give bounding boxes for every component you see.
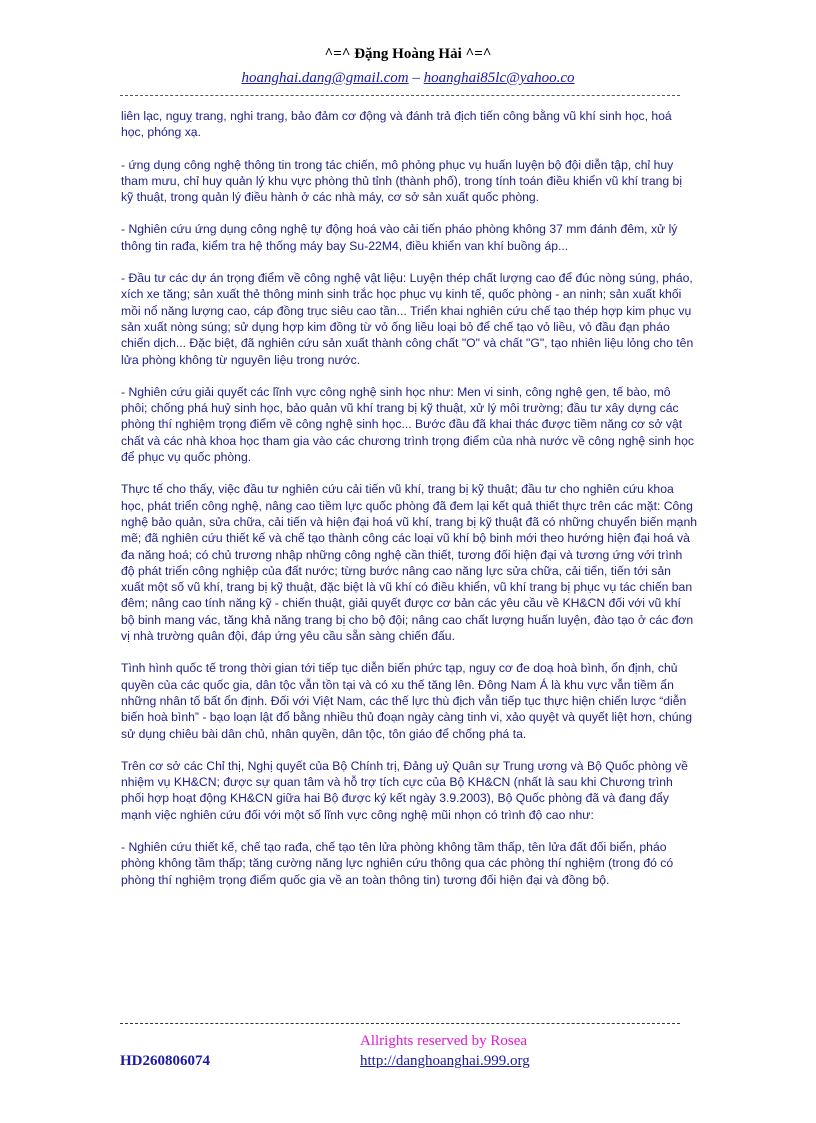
page-header-title: ^=^ Đặng Hoàng Hải ^=^ [324,46,492,62]
footer-website-link[interactable]: http://danghoanghai.999.org [360,1053,530,1069]
body-paragraph: liên lạc, nguỵ trang, nghi trang, bảo đảm cơ động và đánh trả địch tiến công bằng vũ khí sinh học, hoá học, phóng xạ. [121,109,672,140]
body-paragraph: Trên cơ sở các Chỉ thị, Nghị quyết của Bộ Chính trị, Đảng uỷ Quân sự Trung ương và Bộ Quốc phòng về nhiệm vụ KH&CN; được sự quan tâm và hỗ trợ tích cực của Bộ KH&CN (nhất là sau khi Chương trình phối hợp hoạt động KH&CN giữa hai Bộ được ký kết ngày 3.9.2003), Bộ Quốc phòng đã và đang đẩy mạnh việc nghiên cứu đối với một số lĩnh vực công nghệ mũi nhọn có trình độ cao như: [121,758,688,822]
header-divider [120,95,680,96]
header-contact-line [0,70,816,87]
body-paragraph: Thực tế cho thấy, việc đầu tư nghiên cứu cải tiến vũ khí, trang bị kỹ thuật; đầu tư cho nghiên cứu khoa học, phát triển công nghệ, nâng cao tiềm lực quốc phòng đã đem lại kết quả thiết thực trên các mặt: Công nghệ bảo quản, sửa chữa, cải tiến và hiện đại hoá vũ khí, trang bị kỹ thuật đã có những chuyển biến mạnh mẽ; đã nghiên cứu thiết kế và chế tạo thành công các loại vũ khí bộ binh mới theo hướng hiện đại hoá và đa năng hoá; có chủ trương nhập những công nghệ cần thiết, tương đối hiện đại và tương ứng với trình độ phát triển công nghiệp của đất nước; từng bước nâng cao năng lực sửa chữa, cải tiến, tiến tới sản xuất một số vũ khí, trang bị kỹ thuật, đặc biệt là vũ khí có điều khiển, vũ khí trang bị phục vụ tác chiến ban đêm; nâng cao tính năng kỹ - chiến thuật, giải quyết được cơ bản các yêu cầu về KH&CN đối với vũ khí bộ binh mang vác, tăng khả năng trang bị cho bộ đội; nâng cao chất lượng huấn luyện, đào tạo ở các đơn vị nhà trường quân đội, đáp ứng yêu cầu sẵn sàng chiến đấu. [121,482,698,644]
footer-copyright: Allrights reserved by Rosea [360,1033,528,1049]
body-paragraph: - Nghiên cứu giải quyết các lĩnh vực công nghệ sinh học như: Men vi sinh, công nghệ gen, tế bào, mô phôi; chống phá huỷ sinh học, bảo quản vũ khí trang bị kỹ thuật, xử lý môi trường; đầu tư xây dựng các phòng thí nghiệm trọng điểm về công nghệ sinh học... Bước đầu đã khai thác được tiềm năng cơ sở vật chất và các nhà khoa học tham gia vào các chương trình trọng điểm của nhà nước về công nghệ sinh học để phục vụ quốc phòng. [121,384,694,465]
email-link-gmail[interactable]: hoanghai.dang@gmail.com [241,70,409,86]
body-paragraph: - Đầu tư các dự án trọng điểm về công nghệ vật liệu: Luyện thép chất lượng cao để đúc nòng súng, pháo, xích xe tăng; sản xuất thẻ thông minh sinh trắc học phục vụ kinh tế, quốc phòng - an ninh; sản xuất khối mồi nổ năng lượng cao, cáp đồng trục siêu cao tần... Triển khai nghiên cứu chế tạo thép hợp kim phục vụ sản xuất nòng súng; sử dụng hợp kim đồng từ vỏ ống liều loại bỏ để chế tạo vỏ liều, vỏ đầu đạn pháo chiến dịch... Đặc biệt, đã nghiên cứu sản xuất thành công chất "O" và chất "G", tạo nhiên liệu lỏng cho tên lửa phòng không từ nguyên liệu trong nước. [121,271,694,367]
body-paragraph: Tình hình quốc tế trong thời gian tới tiếp tục diễn biến phức tạp, nguy cơ đe doạ hoà bình, ổn định, chủ quyền của các quốc gia, dân tộc vẫn tồn tại và có xu thế tăng lên. Đông Nam Á là khu vực vẫn tiềm ẩn những nhân tố bất ổn định. Đối với Việt Nam, các thế lực thù địch vẫn tiếp tục thực hiện chiến lược “diễn biến hoà bình” - bạo loạn lật đổ bằng nhiều thủ đoạn ngày càng tinh vi, xảo quyệt và quyết liệt hơn, chúng sử dụng chiêu bài dân chủ, nhân quyền, dân tộc, tôn giáo để chống phá ta. [121,661,693,741]
body-paragraph: - Nghiên cứu thiết kế, chế tạo rađa, chế tạo tên lửa phòng không tầm thấp, tên lửa đất đối biển, pháo phòng không tầm thấp; tăng cường năng lực nghiên cứu thông qua các phòng thí nghiệm (trong đó có phòng thí nghiệm trọng điểm quốc gia về an toàn thông tin) tương đối hiện đại và đồng bộ. [121,839,674,887]
footer-divider [120,1023,680,1024]
email-link-yahoo[interactable]: hoanghai85lc@yahoo.co [423,70,575,86]
email-separator: – [408,70,424,86]
body-paragraph: - Nghiên cứu ứng dụng công nghệ tự động hoá vào cải tiến pháo phòng không 37 mm đánh đêm, xử lý thông tin rađa, kiểm tra hệ thống máy bay Su-22M4, điều khiển van khí buồng áp... [121,222,678,253]
footer-document-code: HD260806074 [120,1053,210,1069]
body-paragraph: - ứng dụng công nghệ thông tin trong tác chiến, mô phỏng phục vụ huấn luyện bộ đội diễn tập, chỉ huy tham mưu, chỉ huy quản lý khu vực phòng thủ tỉnh (thành phố), trong tính toán điều khiển vũ khí trang bị kỹ thuật, trong quản lý điều hành ở các nhà máy, cơ sở sản xuất quốc phòng. [121,157,683,205]
document-body [121,108,697,904]
